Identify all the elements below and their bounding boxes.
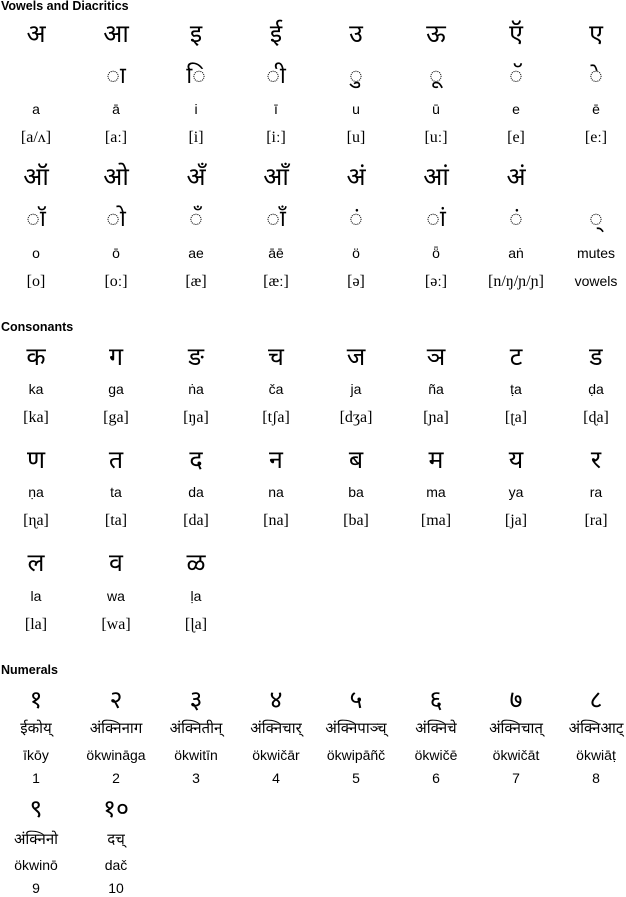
vowel-ipa: [o]	[26, 273, 46, 290]
numeral-value: 7	[512, 770, 520, 786]
vowel-romanization: mutes	[576, 245, 616, 261]
vowel-ipa: [əː]	[424, 273, 448, 290]
numeral-digit: १०	[102, 794, 129, 823]
consonant-romanization: ja	[350, 381, 362, 397]
numeral-word: अंक्निचे	[415, 719, 457, 737]
consonant-letter: ट	[509, 342, 523, 371]
numeral-romanization: ökwitīn	[174, 747, 218, 763]
consonant-letter: ज	[346, 342, 366, 371]
vowel-ipa: [æ]	[185, 273, 207, 290]
numeral-value: 1	[32, 770, 40, 786]
numeral-word: दच्	[107, 830, 125, 848]
numeral-digit: ८	[589, 685, 603, 714]
consonant-ipa: [ta]	[104, 512, 128, 529]
consonant-letter: म	[428, 445, 444, 474]
consonant-ipa: [ga]	[103, 409, 129, 426]
consonant-romanization: ga	[108, 381, 124, 397]
numeral-value: 8	[592, 770, 600, 786]
numeral-value: 5	[352, 770, 360, 786]
vowel-diacritic: ्	[589, 206, 603, 232]
consonant-ipa: [tʃa]	[262, 409, 290, 426]
numeral-digit: ७	[509, 685, 523, 714]
consonant-romanization: ra	[589, 484, 603, 500]
vowel-ipa: [u]	[346, 129, 366, 146]
consonant-ipa: [ɖa]	[583, 409, 609, 426]
consonant-romanization: ta	[110, 484, 122, 500]
numeral-digit: १	[29, 685, 43, 714]
vowel-diacritic: ॉ	[26, 206, 46, 232]
vowel-letter: आं	[423, 162, 449, 191]
vowel-diacritic: ो	[106, 206, 126, 232]
vowel-ipa: [oː]	[104, 273, 128, 290]
numeral-romanization: ökwiāṭ	[576, 747, 616, 763]
numeral-romanization: ökwināga	[86, 747, 146, 763]
vowel-letter: आ	[103, 19, 129, 48]
consonant-letter: ळ	[186, 548, 206, 577]
vowel-romanization: aṅ	[508, 245, 524, 261]
numeral-value: 4	[272, 770, 280, 786]
vowel-ipa: [æː]	[263, 273, 289, 290]
consonant-letter: ङ	[188, 342, 204, 371]
consonant-romanization: ṇa	[28, 484, 44, 500]
consonant-ipa: [ɳa]	[23, 512, 49, 529]
consonant-romanization: ba	[348, 484, 364, 500]
consonant-ipa: [dʒa]	[339, 409, 373, 426]
numeral-word: अंक्निआट्	[568, 719, 624, 737]
numeral-digit: ३	[189, 685, 203, 714]
numeral-digit: ५	[349, 685, 363, 714]
vowel-diacritic: ु	[349, 63, 363, 89]
vowel-diacritic: ी	[266, 63, 286, 89]
numeral-value: 9	[32, 880, 40, 896]
numeral-value: 3	[192, 770, 200, 786]
consonant-letter: य	[508, 445, 524, 474]
numeral-digit: ४	[269, 685, 283, 714]
vowel-romanization: ȫ	[432, 245, 440, 261]
numeral-word: अंक्निनो	[13, 830, 59, 848]
consonant-ipa: [ja]	[504, 512, 528, 529]
vowel-romanization: āē	[268, 245, 284, 261]
consonant-romanization: ḍa	[588, 381, 604, 397]
numeral-romanization: ökwičāt	[492, 747, 540, 763]
numeral-digit: ९	[29, 794, 43, 823]
numeral-word: अंक्निनाग	[89, 719, 143, 737]
consonant-romanization: ča	[268, 381, 284, 397]
vowel-ipa: [aː]	[104, 129, 128, 146]
vowel-romanization: ū	[432, 101, 440, 117]
vowel-letter: ई	[269, 19, 283, 48]
vowel-letter: अं	[506, 162, 526, 191]
numeral-romanization: ökwičē	[414, 747, 458, 763]
vowel-ipa: [n/ŋ/ɲ/ɲ]	[488, 273, 544, 290]
consonant-ipa: [da]	[183, 512, 209, 529]
vowel-diacritic: ा	[106, 63, 126, 89]
consonant-ipa: [ma]	[420, 512, 452, 529]
consonant-romanization: la	[30, 588, 42, 604]
vowel-diacritic: ँ	[189, 206, 203, 232]
consonant-ipa: [ɭa]	[184, 616, 208, 633]
consonant-letter: ग	[108, 342, 124, 371]
vowel-ipa: [i]	[188, 129, 204, 146]
vowel-romanization: ī	[274, 101, 278, 117]
vowel-diacritic: ाँ	[266, 206, 286, 232]
consonant-ipa: [ka]	[23, 409, 49, 426]
vowel-romanization: ē	[592, 101, 600, 117]
consonant-romanization: na	[268, 484, 284, 500]
consonant-letter: र	[590, 445, 602, 474]
consonant-letter: न	[269, 445, 283, 474]
vowel-romanization: o	[32, 245, 40, 261]
vowel-ipa: [iː]	[266, 129, 286, 146]
consonant-ipa: [la]	[24, 616, 48, 633]
vowel-letter: इ	[189, 19, 203, 48]
vowel-letter: ए	[589, 19, 603, 48]
vowel-diacritic: ॅ	[509, 63, 523, 89]
numeral-word: अंक्निचार्	[250, 719, 302, 737]
numeral-value: 6	[432, 770, 440, 786]
numeral-value: 2	[112, 770, 120, 786]
consonant-letter: क	[26, 342, 46, 371]
consonant-letter: ल	[27, 548, 45, 577]
vowel-romanization: ö	[352, 245, 360, 261]
consonant-letter: ञ	[426, 342, 446, 371]
consonant-letter: त	[108, 445, 124, 474]
vowels-heading: Vowels and Diacritics	[1, 0, 129, 13]
consonant-romanization: ḷa	[190, 588, 202, 604]
vowel-letter: आँ	[263, 162, 289, 191]
vowel-romanization: ō	[112, 245, 120, 261]
vowel-romanization: ae	[188, 245, 204, 261]
consonant-romanization: ṭa	[510, 381, 522, 397]
consonant-romanization: wa	[107, 588, 125, 604]
vowel-letter: अ	[26, 19, 46, 48]
vowel-ipa: [eː]	[584, 129, 608, 146]
numeral-word: अंक्निचात्	[489, 719, 543, 737]
vowel-romanization: ā	[112, 101, 120, 117]
vowel-letter: ऑ	[23, 162, 49, 191]
consonant-romanization: ya	[508, 484, 524, 500]
consonant-letter: व	[109, 548, 123, 577]
numeral-romanization: ökwipāñč	[326, 747, 386, 763]
vowel-diacritic: ं	[509, 206, 523, 232]
numeral-romanization: ökwinō	[14, 857, 58, 873]
vowel-letter: अँ	[186, 162, 206, 191]
vowel-letter: अं	[346, 162, 366, 191]
consonant-romanization: ña	[428, 381, 444, 397]
consonant-letter: ड	[589, 342, 603, 371]
vowel-diacritic: ि	[186, 63, 206, 89]
numeral-value: 10	[108, 880, 124, 896]
consonant-ipa: [ɲa]	[423, 409, 449, 426]
consonant-romanization: ṅa	[188, 381, 204, 397]
consonant-letter: ब	[348, 445, 364, 474]
vowel-diacritic: ू	[429, 63, 443, 89]
consonant-letter: च	[268, 342, 284, 371]
numeral-word: ईकोय्	[20, 719, 52, 737]
consonant-letter: ण	[26, 445, 46, 474]
vowel-letter: ऊ	[426, 19, 446, 48]
numeral-digit: २	[109, 685, 123, 714]
numeral-digit: ६	[429, 685, 443, 714]
vowel-ipa: vowels	[574, 273, 618, 289]
numerals-heading: Numerals	[1, 663, 58, 677]
numeral-romanization: dač	[104, 857, 128, 873]
vowel-romanization: e	[512, 101, 520, 117]
vowel-romanization: i	[194, 101, 198, 117]
consonants-heading: Consonants	[1, 320, 74, 334]
numeral-word: अंक्नितीन्	[169, 719, 223, 737]
vowel-ipa: [a/ʌ]	[20, 129, 52, 146]
numeral-romanization: ökwičār	[252, 747, 300, 763]
consonant-ipa: [na]	[263, 512, 289, 529]
vowel-ipa: [e]	[507, 129, 525, 146]
vowel-diacritic: ं	[349, 206, 363, 232]
vowel-letter: ओ	[103, 162, 129, 191]
vowel-romanization: u	[352, 101, 360, 117]
vowel-ipa: [ə]	[347, 273, 365, 290]
numeral-word: अंक्निपाञ्च्	[325, 719, 387, 737]
consonant-ipa: [ŋa]	[183, 409, 209, 426]
vowel-ipa: [uː]	[424, 129, 448, 146]
vowel-letter: उ	[349, 19, 363, 48]
vowel-diacritic: े	[589, 63, 603, 89]
consonant-romanization: ka	[28, 381, 44, 397]
vowel-diacritic: ां	[426, 206, 446, 232]
consonant-ipa: [ba]	[343, 512, 369, 529]
consonant-romanization: ma	[426, 484, 446, 500]
vowel-letter: ऍ	[509, 19, 523, 48]
numeral-romanization: īkōy	[23, 747, 49, 763]
consonant-ipa: [ra]	[584, 512, 608, 529]
vowel-romanization: a	[32, 101, 40, 117]
consonant-romanization: da	[188, 484, 204, 500]
consonant-letter: द	[189, 445, 203, 474]
consonant-ipa: [ʈa]	[504, 409, 528, 426]
consonant-ipa: [wa]	[101, 616, 131, 633]
